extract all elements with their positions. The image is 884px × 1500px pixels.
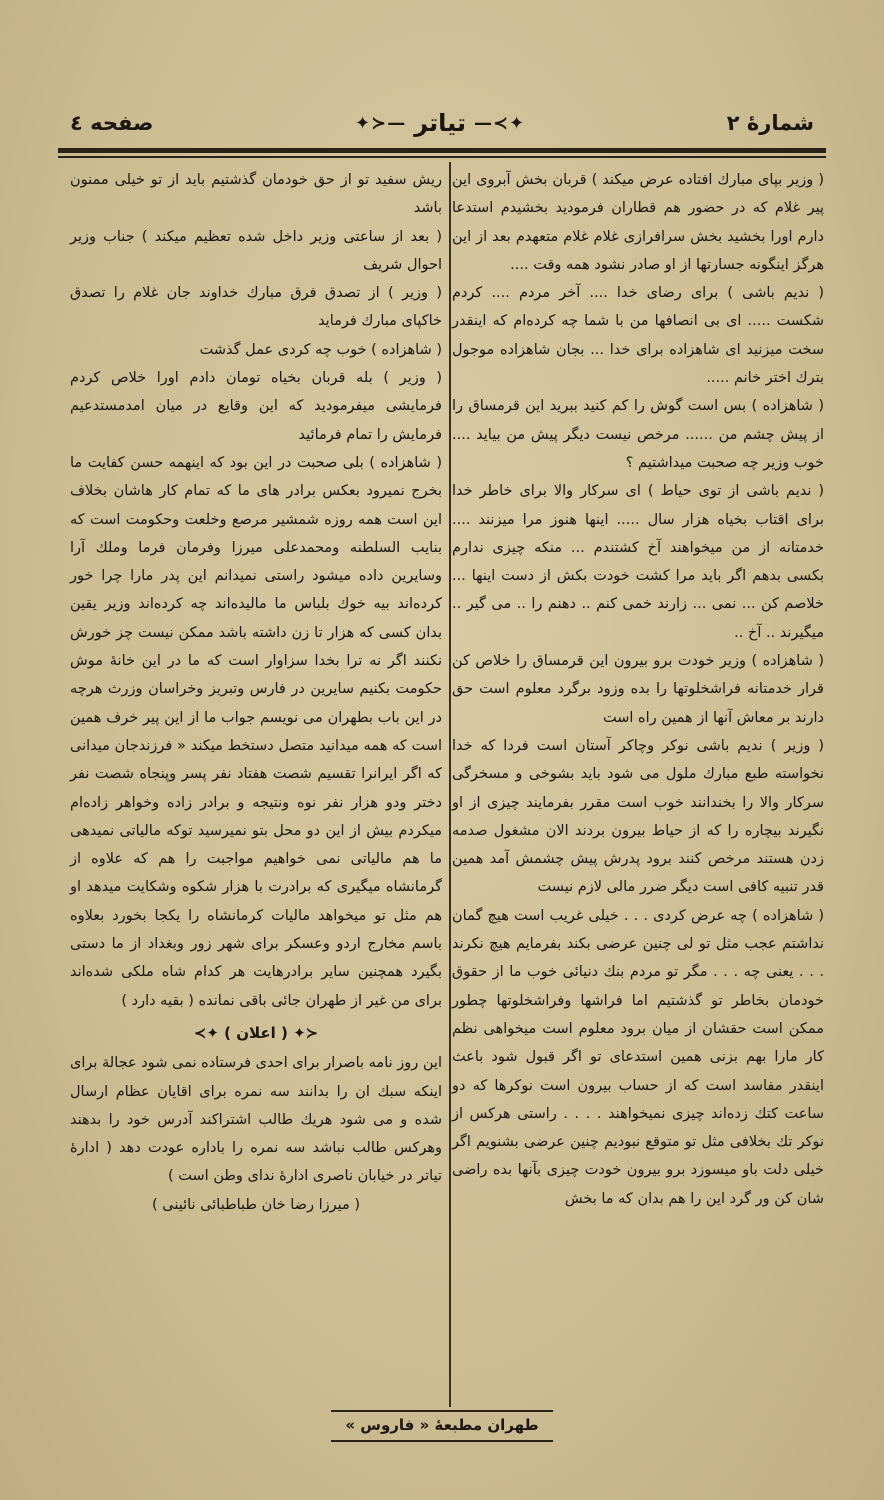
header-rule-thick	[58, 148, 826, 153]
paragraph: ( وزیر ) بله قربان بخیاه تومان دادم اورا خلاص کردم فرمایشی میفرمودید که این وقایع در میان امدمستدعیم فرمایش را تمام فرمائید	[70, 370, 442, 443]
notice-body: این روز نامه باصرار برای احدی فرستاده نمی شود عجالة برای اینکه سبك ان را بدانند سه نمره برای اقایان عظام ارسال شده و می شود هریك طالب اشتراکند آدرس خود را بدهند وهرکس طالب نباشد سه نمره را باداره عودت دهد ( ادارهٔ تیاتر در خیابان ناصری ادارهٔ ندای وطن است )	[70, 1055, 442, 1185]
page-number: صفحه ٤	[70, 111, 154, 135]
paragraph: ( ندیم باشی از توی حیاط ) ای سرکار والا برای خاطر خدا برای اقتاب بخیاه هزار سال ..... اینها هنوز مرا میزنند .... خدمتانه از من میخواهند آخ کشتندم ... منکه چیزی ندارم بکسی بدهم اگر باید مرا کشت خودت بکش از دست اینها ... خلاصم کن ... نمی ... زارند خمی کنم .. دهنم را .. می گیر .. میگیرند .. آخ ..	[452, 483, 824, 641]
flourish-icon: ≺✦	[287, 1023, 319, 1042]
flourish-icon: ✦≻	[193, 1023, 225, 1042]
ornament-right-icon: ✦≻—	[355, 112, 407, 134]
paragraph: ( شاهزاده ) وزیر خودت برو بیرون این قرمساق را خلاص کن قرار خدمتانه فراشخلوتها را بده وزود برگرد معلوم است حق دارند بر معاش آنها از همین راه است	[452, 653, 824, 726]
page-footer	[0, 1410, 884, 1442]
masthead	[355, 109, 525, 137]
notice-heading: ≺✦ ( اعلان ) ✦≻	[193, 1023, 319, 1042]
paragraph: ( وزیر بپای مبارك افتاده عرض میکند ) قربان بخش آبروی این پیر غلام که در حضور هم قطاران فرمودید بخشیدم استدعا دارم اورا بخشید بخش سرافرازی غلام غلام متعهدم بعد از این هرگز اینگونه جسارتها از او صادر نشود همه وقت ....	[452, 172, 824, 273]
left-column	[70, 166, 442, 1219]
paragraph: ( وزیر ) از تصدق فرق مبارك خداوند جان غلام را تصدق خاکپای مبارك فرماید	[70, 285, 442, 330]
newspaper-title: تیاتر	[414, 109, 466, 137]
paragraph: ریش سفید تو از حق خودمان گذشتیم باید از تو خیلی ممنون باشد	[70, 172, 442, 217]
paragraph: ( شاهزاده ) چه عرض کردی . . . خیلی غریب است هیچ گمان نداشتم عجب مثل تو لی چنین عرضی بکند بفرمایم هیچ نکرند . . . یعنی چه . . . مگر تو مردم بنك دنیائی خوب ما از حقوق خودمان بخاطر تو گذشتیم اما فراشها وفراشخلوتها چطور ممکن است حقشان از میان برود معلوم است میخواهی نظم کار مارا بهم بزنی همین استدعای تو اگر قبول شود باعث اینقدر مفاسد است که از حساب بیرون است نوکرها که دو ساعت کتك زده‌اند چیزی نمیخواهند . . . . راستی هرکس از نوکر تك بخلافی مثل تو متوقع نبودیم چنین عرضی بشنویم اگر خیلی دلت باو میسوزد برو بیرون خودت چیزی بآنها بده راضی شان کن ور گرد این را هم بدان که ما بخش	[452, 907, 824, 1207]
header-rule-thin	[58, 156, 826, 158]
paragraph: ( ندیم باشی ) برای رضای خدا .... آخر مردم .... کردم شکست ..... ای بی انصافها من با شما چه کرده‌ام که اینقدر سخت میزنید ای شاهزاده برای خدا ... بجان شاهزاده موجول بترك اختر خانم .....	[452, 285, 824, 387]
paragraph: ( وزیر ) ندیم باشی نوکر وچاکر آستان است فردا که خدا نخواسته طبع مبارك ملول می شود باید بشوخی و مسخرگی سرکار والا را بخندانند خوب است مقرر بفرمایند چیزی از او نگیرند بیچاره را که از حیاط بیرون بردند الان مشغول صدمه زدن هستند مرخص کنند برود پدرش پیش چشمش آمد همین قدر تنبیه کافی است دیگر ضرر مالی لازم نیست	[452, 737, 824, 896]
page-header	[70, 100, 814, 146]
notice-signature: ( میرزا رضا خان طباطبائی نائینی )	[151, 1196, 361, 1213]
ornament-left-icon: —≺✦	[473, 112, 526, 134]
paragraph: ( شاهزاده ) بلی صحبت در این بود که اینهمه حسن کفایت ما بخرج نمیرود بعکس برادر های ما که تمام کار هاشان بخلاف این است همه روزه شمشیر مرصع وخلعت وحکومت است که بنایب السلطنه ومحمدعلی میرزا وفرمان فرما وملك آرا وسایرین داده میشود راستی نمیدانم این پدر مارا چرا خور کرده‌اند بیه خوك بلباس ما مالیده‌اند چه کرده‌اند وزیر یقین بدان کسی که هزار تا زن داشته باشد ممکن نیست چز خورش نکنند اگر نه ترا بخدا سزاوار است که ما در این خانهٔ موش حکومت بکنیم سایرین در فارس وتبریز وخراسان وزرث هرچه در این باب بطهران می نویسم جواب ما از این پیر خرف همین است که همه میدانید متصل دستخط میکند « فرزندجان میدانی که اگر ایرانرا تقسیم شصت هفتاد نفر پسر وپنجاه شصت نفر دختر ودو هزار نفر نوه ونتیجه و برادر زاده وخواهر زاده‌ام میکردم بیش از این دو محل بتو نمیرسید توکه مالیاتی نمیدهی ما هم مالیاتی نمی خواهیم مواجبت را هم که علاوه از گرمانشاه میگیری که برادرت با هزار شکوه وشکایت میدهد او هم مثل تو میخواهد مالیات کرمانشاه را یکجا بخورد بعلاوه باسم مخارج اردو وعسکر برای شهر زور وبغداد از ما دستی بگیرد همچنین سایر برادرهایت هر کدام شاه ملکی شده‌اند برای من غیر از طهران جائی باقی نمانده ( بقیه دارد )	[70, 454, 442, 1009]
paragraph: ( شاهزاده ) بس است گوش را کم کنید ببرید این قرمساق را از پیش چشم من ...... مرخص نیست دیگر پیش من بیاید .... خوب وزیر چه صحبت میداشتیم ؟	[452, 398, 824, 471]
column-divider	[449, 162, 451, 1407]
issue-number: شمارهٔ ۲	[726, 111, 814, 135]
paragraph: ( شاهزاده ) خوب چه کردی عمل گذشت	[199, 341, 442, 358]
right-column	[452, 166, 824, 1213]
printer-imprint: طهران مطبعهٔ « فاروس »	[331, 1410, 552, 1442]
paragraph: ( بعد از ساعتی وزیر داخل شده تعظیم میکند ) جناب وزیر احوال شریف	[70, 228, 442, 273]
